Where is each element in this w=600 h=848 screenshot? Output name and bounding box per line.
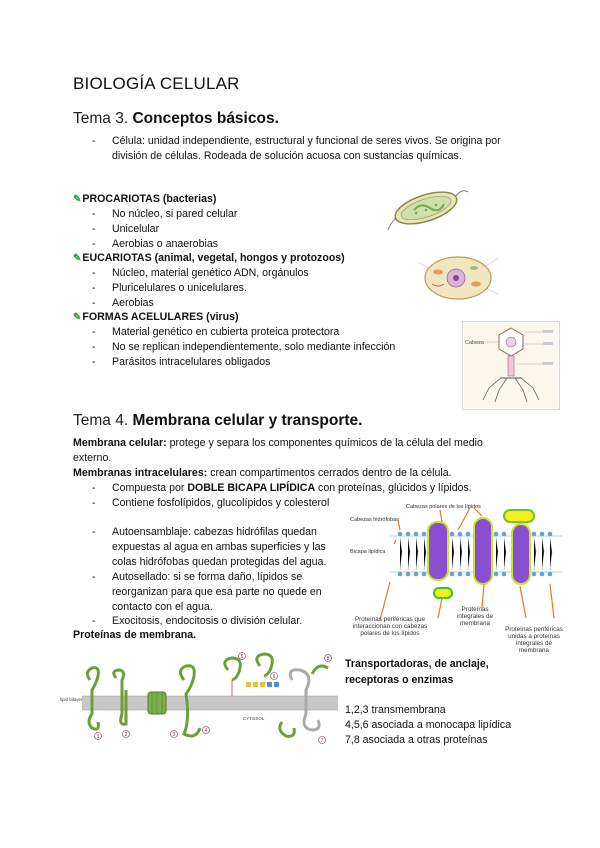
eukaryote-illustration <box>416 248 500 306</box>
lipid-bilayer-label: lipid bilayer <box>60 697 83 702</box>
intra-label: Membranas intracelulares: <box>73 467 208 479</box>
proteinas-label: Proteínas de membrana. <box>73 629 197 641</box>
note-2: 4,5,6 asociada a monocapa lipídica <box>345 719 512 731</box>
label-integrales: Proteínas integrales de membrana <box>456 606 494 627</box>
bacteria-figure <box>386 180 470 232</box>
page-title: BIOLOGÍA CELULAR <box>73 74 240 93</box>
membrana-label: Membrana celular: <box>73 437 167 449</box>
protein-number: 6 <box>272 674 276 680</box>
celula-line2: división de células. Rodeada de solución acuosa con sustancias químicas. <box>112 150 462 162</box>
protein-number: 4 <box>204 728 208 734</box>
integral-protein <box>428 522 448 580</box>
label-bicapa: Bicapa lipídica <box>350 549 386 555</box>
acelulares-header: ✎FORMAS ACELULARES (virus) <box>73 311 239 323</box>
peripheral-protein <box>434 588 452 598</box>
tema4-name: Membrana celular y transporte. <box>132 412 363 429</box>
integral-protein <box>474 518 492 584</box>
integral-protein <box>512 524 530 584</box>
label-perifericas: Proteínas periféricas que interaccionan con cabezas polares de los lípidos <box>352 616 428 637</box>
virus-figure <box>462 321 560 410</box>
tema3-heading <box>73 110 279 128</box>
bicapa-bold: DOBLE BICAPA LIPÍDICA <box>187 482 316 494</box>
procariotas-header: ✎PROCARIOTAS (bacterias) <box>73 193 217 205</box>
label-cabezas-polares: Cabezas polares de los lípidos <box>406 504 481 510</box>
eukaryote-figure <box>416 248 500 306</box>
membrane-proteins-illustration <box>60 650 338 746</box>
tema3-prefix: Tema 3. <box>73 110 129 127</box>
protein-number: 8 <box>326 656 330 662</box>
protein-number: 3 <box>172 732 176 738</box>
tema3-name: Conceptos básicos. <box>132 110 279 127</box>
eucariotas-header: ✎EUCARIOTAS (animal, vegetal, hongos y protozoos) <box>73 252 345 264</box>
peripheral-protein <box>504 510 534 522</box>
membrane-figure <box>350 500 565 654</box>
note-1: 1,2,3 transmembrana <box>345 704 446 716</box>
transport-notes <box>345 703 511 748</box>
cytosol-label: CYTOSOL <box>243 716 265 721</box>
protein-number: 2 <box>124 732 128 738</box>
tema4-prefix: Tema 4. <box>73 412 129 429</box>
membrane-proteins-figure <box>60 650 338 746</box>
membrana-paragraph: Membrana celular: protege y separa los componentes químicos de la célula del medio externo. <box>73 437 483 464</box>
bacteria-illustration <box>386 180 470 232</box>
label-perifericas-unidas: Proteínas periféricas unidas a proteínas integrales de membrana <box>505 626 563 654</box>
pin-icon: ✎ <box>73 312 82 323</box>
protein-number: 1 <box>96 734 100 740</box>
virus-illustration <box>463 322 559 409</box>
pin-icon: ✎ <box>73 194 82 205</box>
celula-line1: Célula: unidad independiente, estructural y funcional de seres vivos. Se origina por <box>112 135 501 147</box>
transport-heading: Transportadoras, de anclaje, receptoras o enzimas <box>345 658 489 686</box>
pin-icon: ✎ <box>73 253 82 264</box>
protein-number: 7 <box>320 738 324 744</box>
tema4-heading <box>73 412 362 430</box>
label-cabezas-hidrofobas: Cabezas hidrófobas <box>350 517 399 523</box>
intra-paragraph: Membranas intracelulares: crean compartimentos cerrados dentro de la célula. <box>73 467 452 479</box>
note-3: 7,8 asociada a otras proteínas <box>345 734 488 746</box>
protein-number: 5 <box>240 654 244 660</box>
virus-head-label: Cabeza <box>465 340 484 346</box>
